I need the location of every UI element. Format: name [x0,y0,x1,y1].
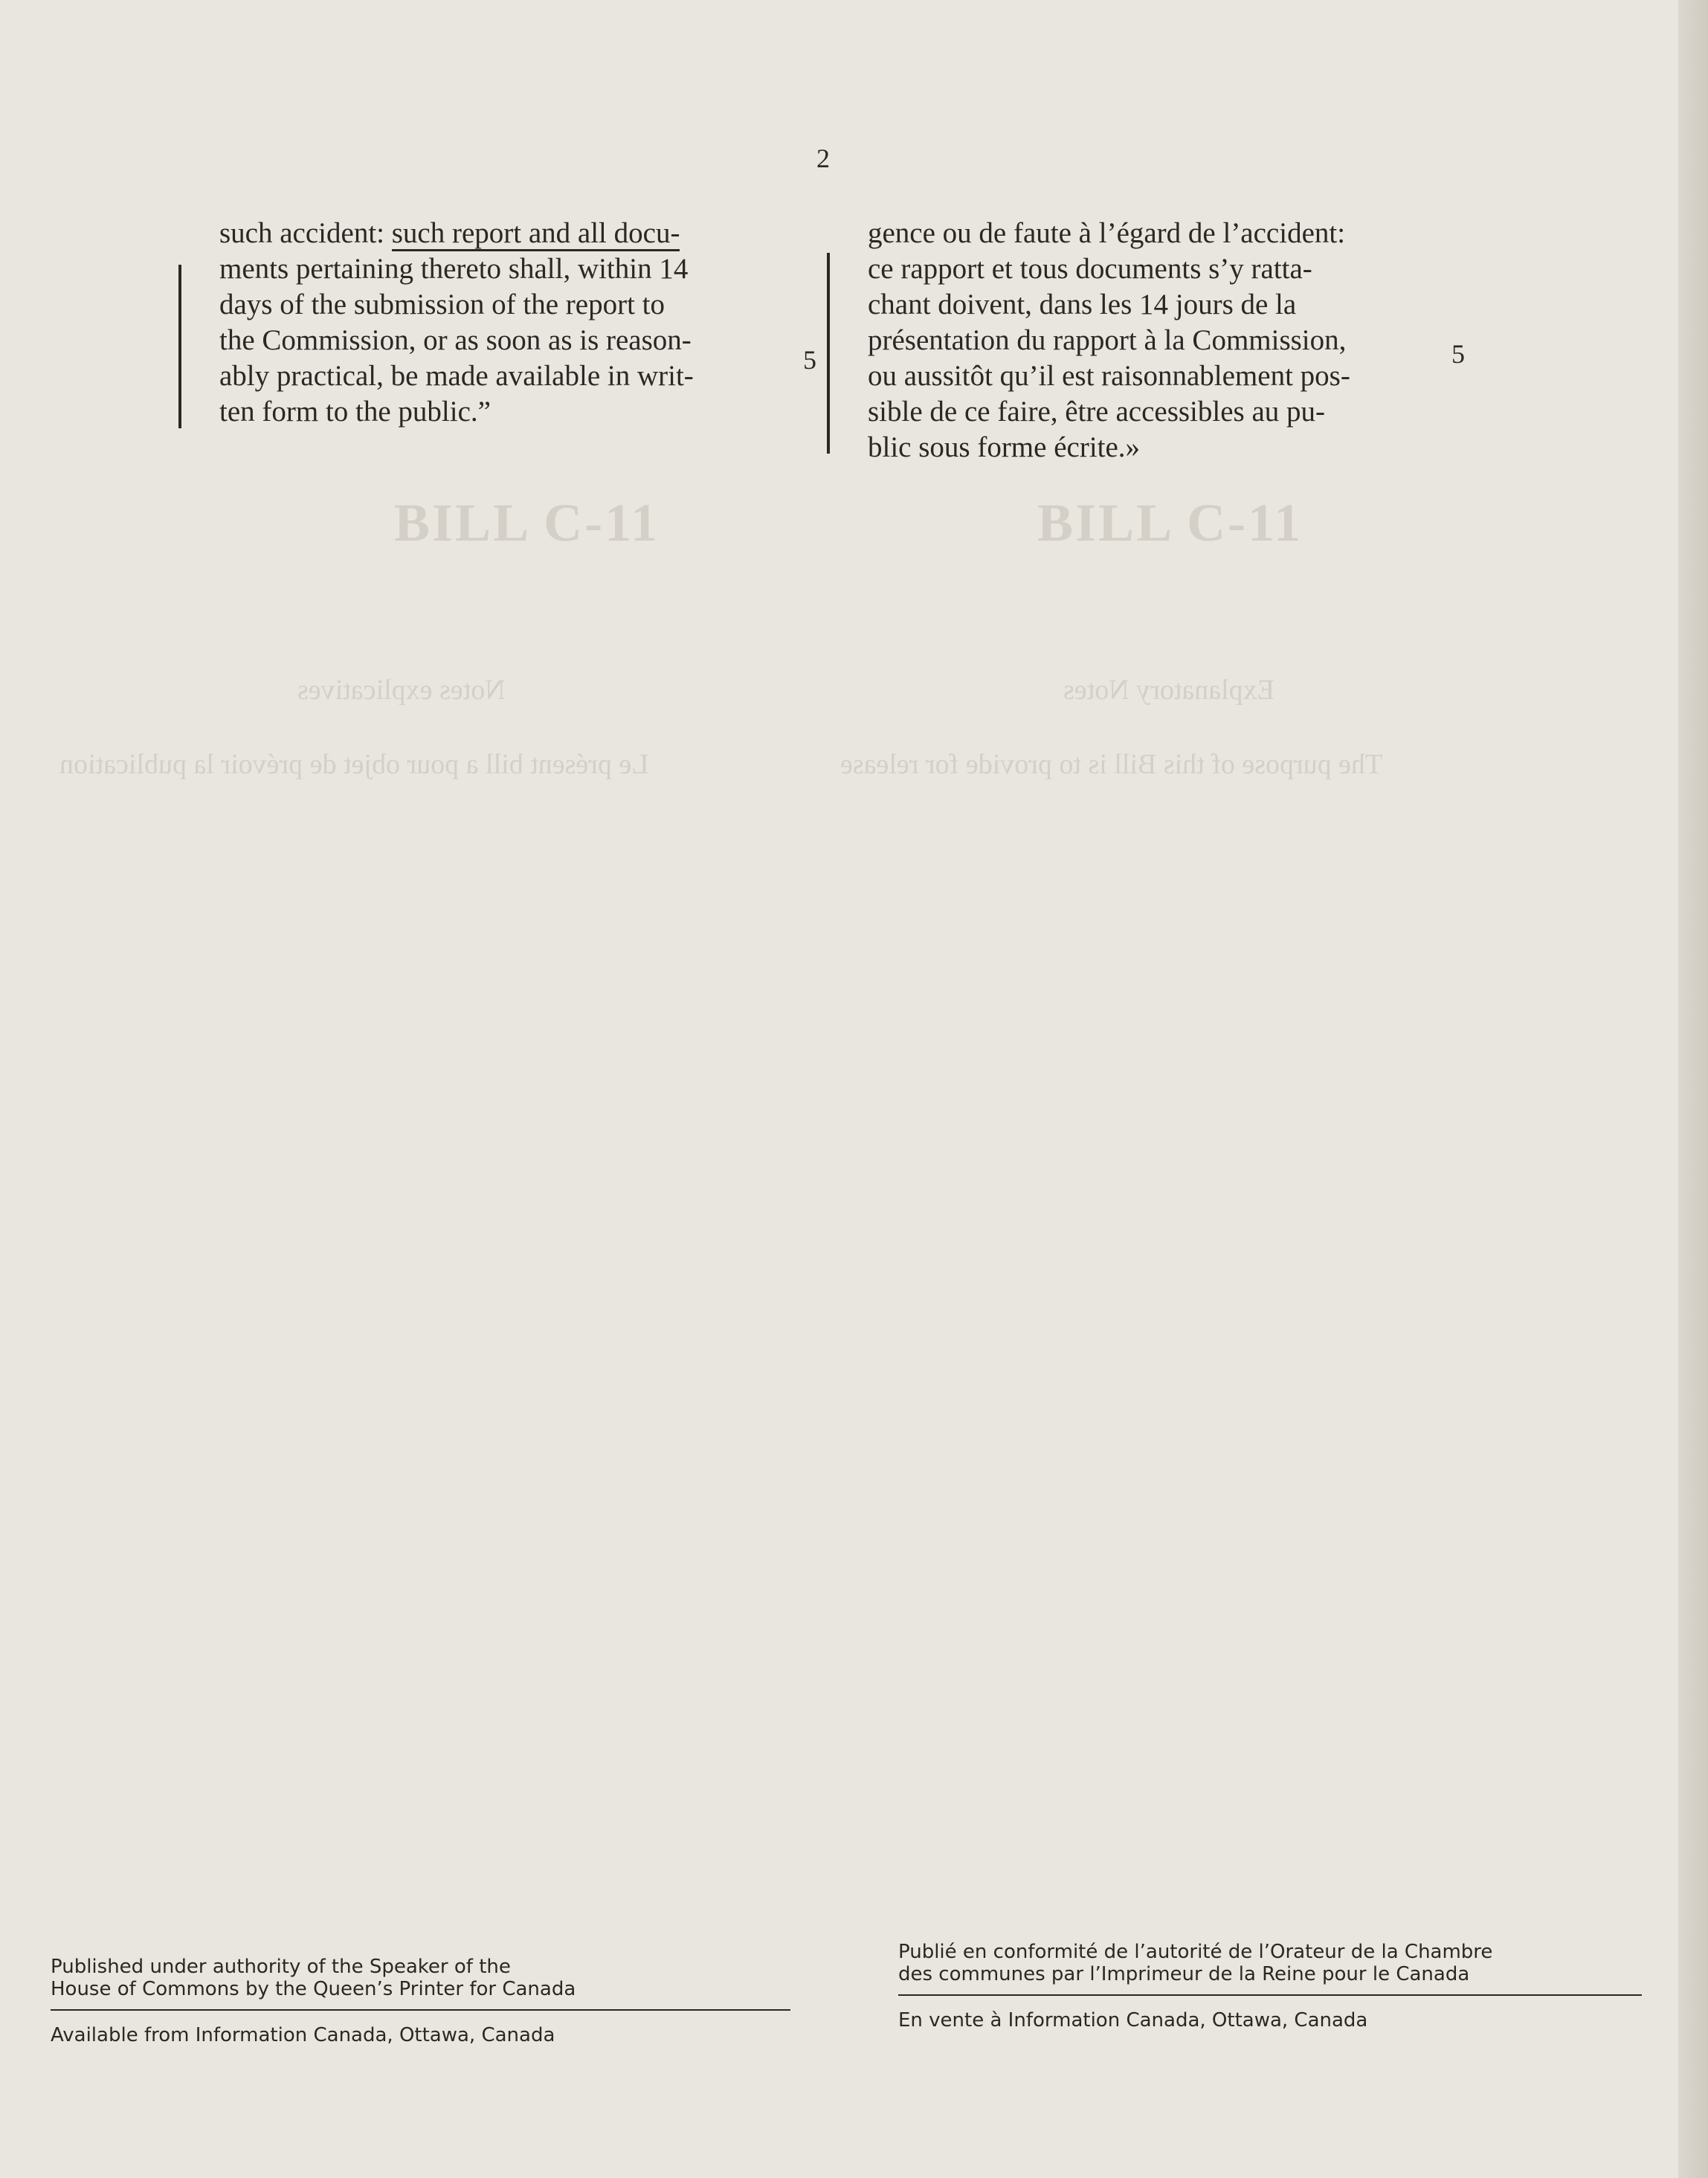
english-line-1 [219,216,784,251]
english-published-line-2: House of Commons by the Queen’s Printer for Canada [51,1978,576,2000]
page-edge-shadow [1678,0,1708,2178]
english-footer [51,1956,790,2046]
french-line-7: blic sous forme écrite.» [868,431,1141,463]
english-line-3: days of the submission of the report to [219,289,665,320]
english-line-5: ably practical, be made available in writ- [219,360,694,392]
french-line-2: ce rapport et tous documents s’y ratta- [868,253,1312,285]
french-line-3: chant doivent, dans les 14 jours de la [868,289,1297,320]
french-line-6: sible de ce faire, être accessibles au pu- [868,396,1326,428]
english-line-6: ten form to the public.” [219,396,491,428]
english-published-line-1: Published under authority of the Speaker of the [51,1956,511,1978]
english-amended-text-start: such report and all docu- [392,217,680,251]
french-published-line-2: des communes par l’Imprimeur de la Reine pour le Canada [898,1963,1470,1985]
english-publication-notice [51,1956,790,2011]
show-through-notes-en: Explanatory Notes [1063,674,1274,706]
french-footer [898,1941,1642,2032]
french-published-line-1: Publié en conformité de l’autorité de l’Orateur de la Chambre [898,1941,1493,1963]
english-line-2: ments pertaining thereto shall, within 14 [219,253,689,285]
show-through-bill-fr: BILL C-11 [1037,493,1303,552]
show-through-notes-fr: Notes explicatives [297,674,506,706]
french-availability: En vente à Information Canada, Ottawa, Canada [898,2009,1368,2032]
english-line-4: the Commission, or as soon as is reason- [219,324,692,356]
english-column [219,216,784,430]
english-availability: Available from Information Canada, Ottawa, Canada [51,2024,555,2046]
english-amendment-bar [178,265,181,428]
english-line-number: 5 [803,345,816,375]
show-through-bill-en: BILL C-11 [394,493,660,552]
french-amendment-bar [827,253,830,454]
show-through-text-fr: Le présent bill a pour objet de prévoir la publication [59,749,649,780]
page-number: 2 [816,144,830,173]
french-line-5: ou aussitôt qu’il est raisonnablement pos- [868,360,1350,392]
french-line-4: présentation du rapport à la Commission, [868,324,1347,356]
french-column [868,216,1433,465]
french-line-number: 5 [1451,339,1465,369]
french-line-1: gence ou de faute à l’égard de l’accident: [868,217,1346,249]
french-publication-notice [898,1941,1642,1996]
show-through-text-en: The purpose of this Bill is to provide for release [840,749,1383,780]
english-line-1a: such accident: [219,217,392,249]
